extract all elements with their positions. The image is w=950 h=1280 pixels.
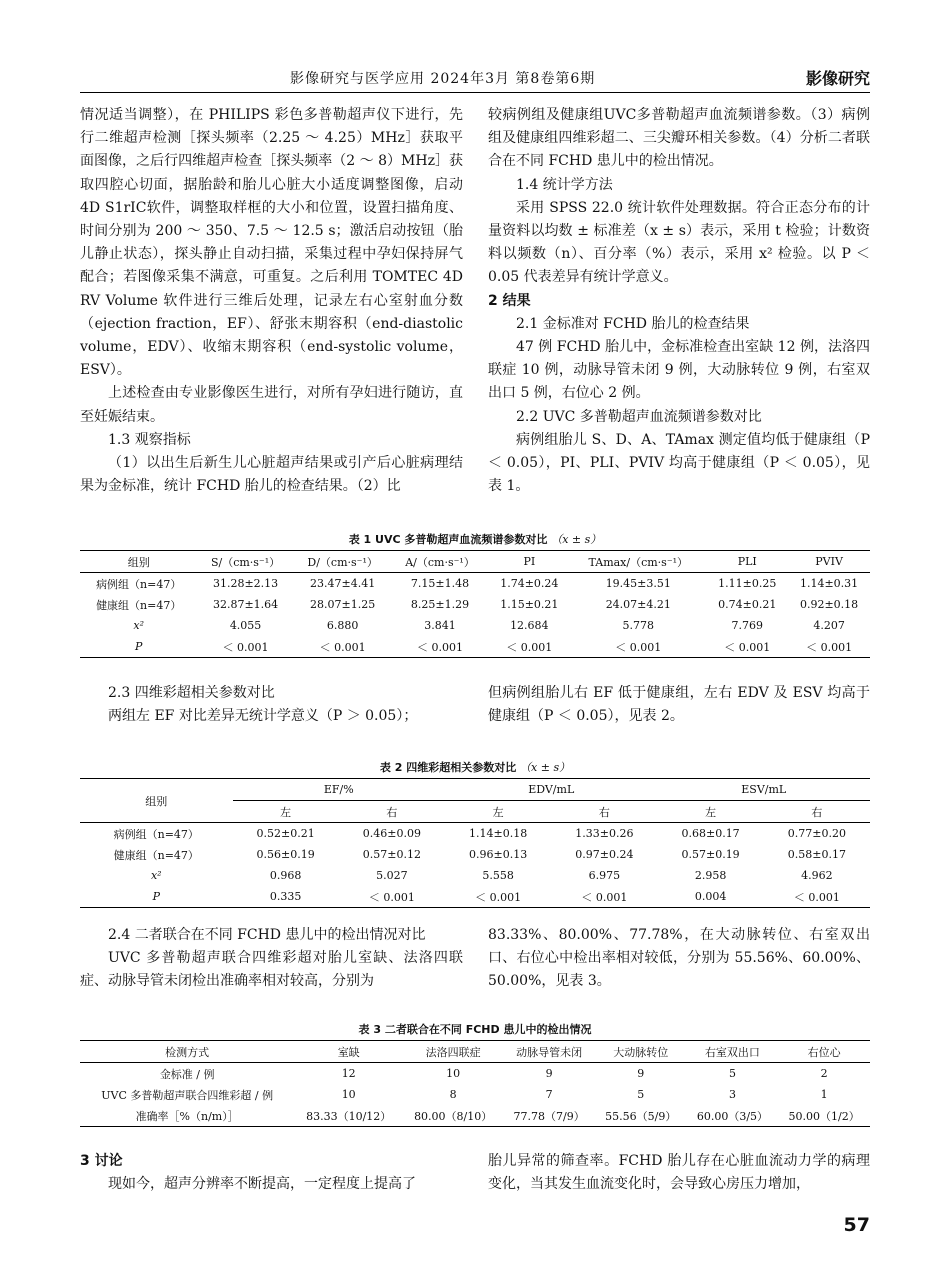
right-column-methods [488, 104, 870, 498]
heading-2-3: 2.3 四维彩超相关参数对比 [108, 685, 275, 701]
table-row [80, 1105, 870, 1127]
table-cell: 健康组（n=47） [96, 598, 182, 612]
paragraph-4d: 两组左 EF 对比差异无统计学意义（P ＞ 0.05）； [108, 708, 418, 725]
table2-subheader: 左 [657, 801, 763, 823]
paragraph-discussion-cont: 胎儿异常的筛查率。FCHD 胎儿存在心脏血流动力学的病理变化，当其发生血流变化时，会导致心房压力增加， [488, 1153, 870, 1193]
heading-2-2: 2.2 UVC 多普勒超声血流频谱参数对比 [516, 408, 762, 425]
running-header [80, 62, 870, 93]
section-label: 影像研究 [805, 69, 870, 88]
right-column-discussion [488, 1150, 870, 1196]
table2-header: EF/% [233, 779, 445, 801]
heading-1-4: 1.4 统计学方法 [516, 176, 613, 193]
table-cell: 0.335 [269, 890, 302, 903]
table-cell: 10 [341, 1088, 356, 1101]
table3-header: 动脉导管未闭 [503, 1041, 595, 1063]
table-cell: ＜ 0.001 [506, 640, 553, 654]
table-cell: 19.45±3.51 [605, 577, 671, 590]
table-row [80, 844, 870, 865]
right-column-combined [488, 924, 870, 994]
heading-2-4: 2.4 二者联合在不同 FCHD 患儿中的检出情况对比 [108, 927, 426, 943]
table-row [80, 615, 870, 636]
table1-header: TAmax/（cm·s⁻¹） [570, 551, 706, 573]
table2-subheader: 左 [233, 801, 339, 823]
table-cell: 3.841 [424, 619, 456, 632]
table-cell: 1.14±0.31 [799, 577, 859, 590]
table-cell: ＜ 0.001 [319, 640, 366, 654]
table3-header: 室缺 [294, 1041, 403, 1063]
table2-group-header: 组别 [80, 779, 233, 823]
table-cell: 4.962 [801, 869, 833, 882]
table-row [80, 823, 870, 845]
table-cell: 0.92±0.18 [799, 598, 859, 611]
table-cell: 77.78（7/9） [513, 1109, 585, 1123]
table-cell: 7 [545, 1088, 553, 1101]
table-cell: UVC 多普勒超声联合四维彩超 / 例 [101, 1088, 274, 1102]
table3-header: 大动脉转位 [595, 1041, 687, 1063]
table1-header: PVIV [788, 551, 870, 573]
table-cell: ＜ 0.001 [475, 890, 522, 904]
paragraph-followup: 上述检查由专业影像医生进行，对所有孕妇进行随访，直至妊娠结束。 [80, 385, 463, 425]
table-cell: 55.56（5/9） [605, 1109, 677, 1123]
table-cell: 12 [341, 1067, 356, 1080]
table3-header: 右位心 [778, 1041, 870, 1063]
table-row [80, 865, 870, 886]
heading-discussion: 3 讨论 [80, 1153, 123, 1169]
table-cell: 0.968 [269, 869, 302, 882]
paragraph-statistics: 采用 SPSS 22.0 统计软件处理数据。符合正态分布的计量资料以均数 ± 标准差（x ± s）表示，采用 t 检验；计数资料以频数（n）、百分率（%）表示，采用 x² 检验。以 P ＜ 0.05 代表差异有统计学意义。 [488, 199, 870, 286]
table-cell: 1.15±0.21 [500, 598, 559, 611]
table1-header: D/（cm·s⁻¹） [294, 551, 392, 573]
table2-header: ESV/mL [657, 779, 870, 801]
table-cell: 12.684 [510, 619, 549, 632]
table-cell: 病例组（n=47） [113, 827, 199, 841]
table-cell: 准确率［%（n/m）］ [135, 1109, 239, 1123]
table-cell: 80.00（8/10） [414, 1109, 493, 1123]
table-cell: 60.00（3/5） [696, 1109, 769, 1123]
table-cell: ＜ 0.001 [615, 640, 662, 654]
table-cell: 1.33±0.26 [575, 827, 634, 840]
journal-title: 影像研究与医学应用 2024年3月 第8卷第6期 [290, 71, 596, 87]
table-row [80, 1084, 870, 1105]
left-column-discussion [80, 1150, 463, 1196]
table2-subheader: 右 [339, 801, 445, 823]
table-cell: 6.975 [588, 869, 621, 882]
table-cell: 4.055 [229, 619, 262, 632]
table-cell: 31.28±2.13 [212, 577, 279, 590]
heading-1-3: 1.3 观察指标 [108, 431, 191, 448]
table-cell: 7.769 [731, 619, 763, 632]
table-cell: 5 [728, 1067, 736, 1080]
table-cell: P [135, 640, 143, 653]
table-cell: 2.958 [694, 869, 727, 882]
table-row [80, 886, 870, 908]
table-cell: 0.52±0.21 [256, 827, 315, 840]
table-cell: 1.74±0.24 [500, 577, 559, 590]
left-column-4d [80, 682, 463, 728]
table-cell: 3 [728, 1088, 736, 1101]
table-cell: 5.027 [376, 869, 408, 882]
table2-header: EDV/mL [445, 779, 657, 801]
table-cell: 1 [820, 1088, 828, 1101]
table1-header: A/（cm·s⁻¹） [392, 551, 489, 573]
table-cell: 10 [446, 1067, 461, 1080]
table2-subheader: 右 [764, 801, 870, 823]
table-cell: ＜ 0.001 [417, 640, 464, 654]
table3-header: 法洛四联症 [403, 1041, 503, 1063]
table2-subheader: 右 [551, 801, 657, 823]
table-cell: ＜ 0.001 [724, 640, 771, 654]
table-cell: 病例组（n=47） [96, 577, 182, 591]
table1-header: PI [488, 551, 570, 573]
table2-caption [80, 759, 870, 775]
table-cell: ＜ 0.001 [806, 640, 853, 654]
table-cell: 0.77±0.20 [787, 827, 846, 840]
table-cell: 5.558 [482, 869, 514, 882]
table-cell: 0.68±0.17 [681, 827, 740, 840]
heading-results: 2 结果 [488, 292, 531, 309]
table-cell: 6.880 [326, 619, 359, 632]
paragraph-gold-standard: 47 例 FCHD 胎儿中，金标准检查出室缺 12 例，法洛四联症 10 例，动脉导管未闭 9 例，大动脉转位 9 例，右室双出口 5 例，右位心 2 例。 [488, 339, 870, 402]
table-cell: x² [133, 619, 145, 632]
table1-header: PLI [706, 551, 788, 573]
table3-header: 检测方式 [80, 1041, 294, 1063]
table-cell: x² [150, 869, 162, 882]
table-cell: 8 [449, 1088, 457, 1101]
table-cell: 1.11±0.25 [718, 577, 777, 590]
table-cell: P [152, 890, 160, 903]
table2-caption-sub: （x ± s） [520, 761, 571, 774]
table-cell: ＜ 0.001 [368, 890, 415, 904]
table-cell: 0.46±0.09 [362, 827, 421, 840]
table1-header: S/（cm·s⁻¹） [197, 551, 293, 573]
table-cell: ＜ 0.001 [581, 890, 628, 904]
table1-caption-sub: （x ± s） [551, 533, 602, 546]
table-cell: 5.778 [622, 619, 655, 632]
table1-caption-text: 表 1 UVC 多普勒超声血流频谱参数对比 [348, 533, 548, 546]
table2-caption-text: 表 2 四维彩超相关参数对比 [379, 761, 517, 774]
table-row [80, 573, 870, 595]
table-cell: 2 [820, 1067, 828, 1080]
table1 [80, 550, 870, 658]
paragraph-4d-cont: 但病例组胎儿右 EF 低于健康组，左右 EDV 及 ESV 均高于健康组（P ＜ 0.05），见表 2。 [488, 685, 870, 725]
paragraph-method: 情况适当调整），在 PHILIPS 彩色多普勒超声仪下进行，先行二维超声检测［探头频率（2.25 ～ 4.25）MHz］获取平面图像，之后行四维超声检查［探头频率（2 ～ 8）MHz］获取四腔心切面，据胎龄和胎儿心脏大小适度调整图像，启动4D S1rIC软件，调整取样框的大小和位置，设置扫描角度、时间分别为 200 ～ 350、7.5 ～ 12.5 s；激活启动按钮（胎儿静止状态），探头静止自动扫描，采集过程中孕妇保持屏气配合；若图像采集不满意，可重复。之后利用 TOMTEC 4D RV Volume 软件进行三维后处理，记录左右心室射血分数（ejection fraction，EF）、舒张末期容积（end-diastolic volume，EDV）、收缩末期容积（end-systolic volume，ESV）。 [80, 107, 463, 379]
table2-subheader: 左 [445, 801, 551, 823]
table-cell: 83.33（10/12） [306, 1109, 392, 1123]
table3-caption [80, 1021, 870, 1037]
table-cell: 4.207 [813, 619, 845, 632]
paragraph-observation: （1）以出生后新生儿心脏超声结果或引产后心脏病理结果为金标准，统计 FCHD 胎儿的检查结果。（2）比 [80, 455, 463, 495]
table-row [80, 594, 870, 615]
paragraph-uvc: 病例组胎儿 S、D、A、TAmax 测定值均低于健康组（P ＜ 0.05），PI、PLI、PVIV 均高于健康组（P ＜ 0.05），见表 1。 [488, 431, 870, 495]
paragraph-combined-cont: 83.33%、80.00%、77.78%，在大动脉转位、右室双出口、右位心中检出率相对较低，分别为 55.56%、60.00%、50.00%，见表 3。 [488, 927, 870, 990]
table-cell: 0.57±0.12 [362, 848, 421, 861]
table-cell: 8.25±1.29 [410, 598, 470, 611]
table-cell: 0.58±0.17 [787, 848, 846, 861]
table1-header: 组别 [80, 551, 197, 573]
table-cell: 0.004 [694, 890, 727, 903]
table2 [80, 778, 870, 908]
table-cell: 7.15±1.48 [410, 577, 470, 590]
table-cell: 32.87±1.64 [212, 598, 279, 611]
table-cell: 健康组（n=47） [113, 848, 199, 862]
table-row [80, 1063, 870, 1085]
table3-caption-text: 表 3 二者联合在不同 FCHD 患儿中的检出情况 [358, 1023, 592, 1036]
page-number: 57 [843, 1214, 870, 1236]
table-cell: 0.74±0.21 [718, 598, 777, 611]
table-cell: 9 [545, 1067, 553, 1080]
table-cell: ＜ 0.001 [222, 640, 269, 654]
table-cell: 23.47±4.41 [310, 577, 376, 590]
table3 [80, 1040, 870, 1127]
right-column-4d [488, 682, 870, 728]
table-cell: 9 [637, 1067, 645, 1080]
left-column-methods [80, 104, 463, 498]
table-cell: 24.07±4.21 [605, 598, 671, 611]
paragraph-combined: UVC 多普勒超声联合四维彩超对胎儿室缺、法洛四联症、动脉导管未闭检出准确率相对较高，分别为 [80, 950, 463, 990]
table3-header: 右室双出口 [687, 1041, 779, 1063]
table-cell: 0.56±0.19 [256, 848, 315, 861]
left-column-combined [80, 924, 463, 994]
table-cell: 金标准 / 例 [159, 1067, 215, 1081]
table-cell: 5 [637, 1088, 645, 1101]
table-cell: 28.07±1.25 [310, 598, 376, 611]
table-cell: ＜ 0.001 [793, 890, 840, 904]
paragraph-observation-cont: 较病例组及健康组UVC多普勒超声血流频谱参数。（3）病例组及健康组四维彩超二、三尖瓣环相关参数。（4）分析二者联合在不同 FCHD 患儿中的检出情况。 [488, 107, 870, 170]
table-cell: 0.97±0.24 [575, 848, 634, 861]
table-cell: 0.96±0.13 [469, 848, 528, 861]
table-cell: 50.00（1/2） [788, 1109, 860, 1123]
table-cell: 0.57±0.19 [681, 848, 740, 861]
table1-caption [80, 531, 870, 547]
heading-2-1: 2.1 金标准对 FCHD 胎儿的检查结果 [516, 315, 750, 332]
table-cell: 1.14±0.18 [469, 827, 528, 840]
table-row [80, 636, 870, 658]
paragraph-discussion: 现如今，超声分辨率不断提高，一定程度上提高了 [108, 1176, 416, 1193]
